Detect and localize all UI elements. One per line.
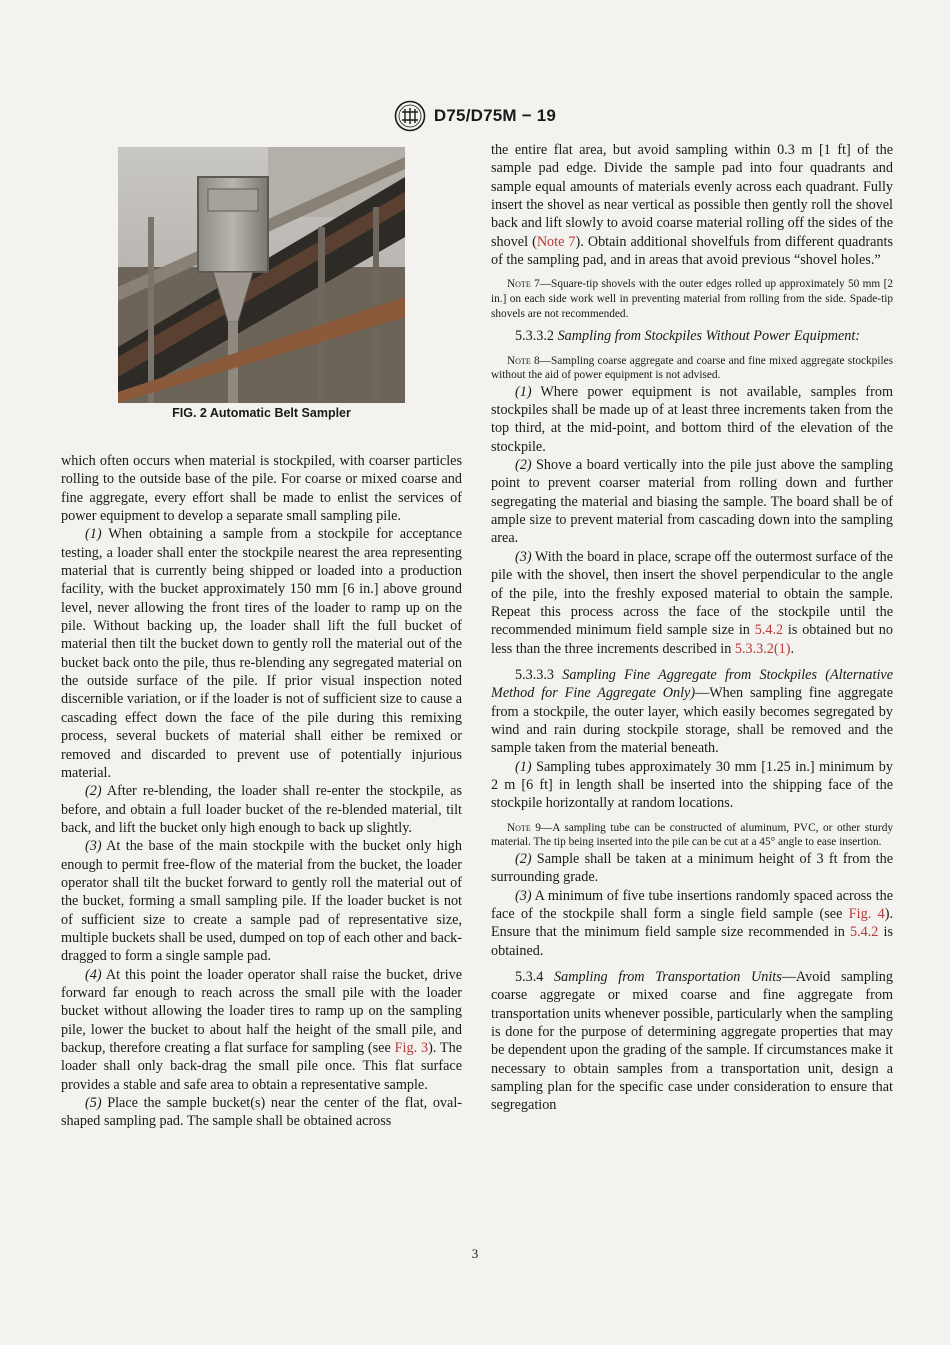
- figure-caption: FIG. 2 Automatic Belt Sampler: [172, 406, 351, 420]
- step-text: A minimum of five tube insertions randomly spaced across the face of the stockpile shall form a single field sample (see: [491, 887, 893, 922]
- section-5-3-3-2: [491, 327, 893, 345]
- link-note-7[interactable]: Note 7: [536, 233, 576, 250]
- note-label: Note: [507, 821, 531, 834]
- section-title: Sampling Fine Aggregate from Stockpiles (Alternative Method for Fine Aggregate Only): [491, 666, 894, 702]
- step-text: .: [790, 640, 794, 657]
- step-text: ). Ensure that the minimum field sample size recommended in: [491, 905, 893, 941]
- right-column: [491, 141, 893, 1115]
- step-text: With the board in place, scrape off the outermost surface of the pile with the shovel, then insert the shovel perpendicular to the angle of the pile, into the freshly exposed material to obtain the sample. Repeat this process across the face of the stockpile until the recommended minimum field sample size in: [491, 548, 893, 639]
- step-text: At the base of the main stockpile with the bucket only high enough to permit free-flow of the material from the bucket, the loader operator shall tilt the bucket forward to gently roll the material out of the bucket, forming a small sampling pile. If the loader bucket is not of sufficient size to create a sample pad of representative size, multiple buckets shall be used, dumped on top of each other and back-dragged to form a single sample pad.: [61, 838, 462, 965]
- paragraph-step-1: [491, 383, 893, 456]
- link-5-3-3-2-1[interactable]: 5.3.3.2(1): [734, 640, 791, 657]
- step-number: (3): [85, 838, 102, 855]
- section-5-3-4: [491, 968, 893, 1115]
- step-number: (1): [515, 383, 532, 400]
- step-number: (1): [515, 758, 532, 775]
- step-text: is obtained.: [491, 924, 893, 959]
- section-text: —When sampling fine aggregate from a stockpile, the outer layer, which easily becomes segregated by wind and rain during stockpile storage, shall be removed and the sample taken from the material beneath.: [491, 685, 893, 757]
- step-text: When obtaining a sample from a stockpile for acceptance testing, a loader shall enter the stockpile nearest the area representing material that is currently being shipped or loaded into a production facility, with the bucket approximately 150 mm [6 in.] above ground level, never allowing the front tires of the loader to ramp up on the pile. Without backing up, the loader shall lift the full bucket of material then tilt the bucket down to gently roll the material out of the bucket back onto the pile, thus re-blending any segregated material on the outside surface of the pile. If prior visual inspection noted discernible variation, or if the loader is not of sufficient size to cause a cascading effect down the face of the pile during this remixing process, several buckets of material shall either be remixed or removed and discarded to prevent use of potentially injurious material.: [61, 526, 462, 781]
- step-text: ). The loader shall only back-drag the small pile once. This flat surface provides a stable and safe area to obtain a representative sample.: [61, 1040, 462, 1093]
- link-fig-4[interactable]: Fig. 4: [848, 905, 885, 922]
- paragraph-step-3: [491, 548, 893, 658]
- paragraph-step-5: [61, 1094, 462, 1131]
- note-text: 9—A sampling tube can be constructed of aluminum, PVC, or other sturdy material. The tip being inserted into the pile can be cut at a 45° angle to ease insertion.: [491, 821, 893, 849]
- paragraph-step-2: [491, 456, 893, 548]
- paragraph: [491, 141, 893, 269]
- paragraph-step-2: [61, 782, 462, 837]
- astm-logo-icon: [394, 100, 426, 132]
- paragraph-step-2: [491, 850, 893, 887]
- step-number: (1): [85, 526, 102, 543]
- document-designation: D75/D75M − 19: [433, 106, 557, 125]
- step-number: (2): [515, 850, 532, 867]
- step-text: is obtained but no less than the three increments described in: [491, 622, 893, 657]
- paragraph-step-1: [491, 758, 893, 813]
- paragraph-step-4: [61, 966, 462, 1094]
- step-text: Sample shall be taken at a minimum height of 3 ft from the surrounding grade.: [491, 850, 893, 886]
- note-label: Note: [507, 354, 531, 367]
- paragraph: which often occurs when material is stockpiled, with coarser particles rolling to the outside base of the pile. For coarse or mixed coarse and fine aggregate, every effort shall be made to enlist the services of power equipment to develop a separate small sampling pile.: [61, 453, 462, 525]
- step-number: (2): [515, 457, 532, 474]
- page-number: 3: [471, 1246, 479, 1261]
- figure-automatic-belt-sampler: [118, 147, 405, 403]
- step-number: (5): [85, 1095, 102, 1112]
- note-7: [491, 277, 893, 321]
- page-header: [0, 98, 950, 134]
- paragraph-step-3: [61, 837, 462, 965]
- step-number: (3): [515, 548, 532, 565]
- note-8: [491, 354, 893, 383]
- note-label: Note: [507, 278, 531, 291]
- step-text: Shove a board vertically into the pile just above the sampling point to prevent coarser material from rolling down and further segregating the material and biasing the sample. The board shall be of ample size to prevent material from cascading down into the sampling area.: [491, 457, 893, 547]
- section-text: —Avoid sampling coarse aggregate or mixed coarse and fine aggregate from transportation units whenever possible, particularly when the sampling is done for the purpose of determining aggregate properties that may be dependent upon the grading of the sample. If circumstances make it necessary to obtain samples from a transportation unit, design a sampling plan for the specific case under consideration to ensure that segregation: [491, 968, 893, 1114]
- paragraph-step-1: [61, 525, 462, 782]
- link-fig-3[interactable]: Fig. 3: [394, 1040, 429, 1056]
- section-number: 5.3.4: [515, 968, 555, 985]
- note-text: 8—Sampling coarse aggregate and coarse and fine mixed aggregate stockpiles without the aid of power equipment is not advised.: [491, 354, 893, 382]
- belt-sampler-photo: [118, 147, 405, 403]
- text: the entire flat area, but avoid sampling within 0.3 m [1 ft] of the sample pad edge. Divide the sample pad into four quadrants and sample equal amounts of materials evenly across each quadrant. Fully insert the shovel as near vertical as possible then gently roll the shovel back and lift slowly to avoid coarse material rolling off the sides of the shovel (: [491, 142, 894, 250]
- section-number: 5.3.3.3: [515, 666, 563, 683]
- step-number: (3): [515, 887, 532, 904]
- link-5-4-2[interactable]: 5.4.2: [754, 622, 784, 639]
- text: ). Obtain additional shovelfuls from different quadrants of the sampling pad, and in areas that avoid previous “shovel holes.”: [491, 233, 893, 269]
- left-column: [61, 452, 462, 1131]
- note-9: [491, 821, 893, 850]
- step-text: At this point the loader operator shall raise the bucket, drive forward far enough to reach across the small pile with the loader bucket without allowing the loader tires to ramp up on the sampling pile, lower the bucket to about half the height of the small pile, and backup, therefore creating a flat surface for sampling (see: [61, 966, 462, 1056]
- section-number: 5.3.3.2: [515, 328, 558, 345]
- note-text: 7—Square-tip shovels with the outer edges rolled up approximately 50 mm [2 in.] on each side work well in preventing material from rolling from the side. Spade-tip shovels are not recommended.: [491, 278, 893, 320]
- section-title: Sampling from Transportation Units: [554, 968, 782, 985]
- step-text: After re-blending, the loader shall re-enter the stockpile, as before, and obtain a full loader bucket of the re-blended material, tilt back, and lift the bucket only high enough to back up slightly.: [61, 783, 462, 836]
- section-5-3-3-3: [491, 666, 893, 758]
- section-title: Sampling from Stockpiles Without Power Equipment:: [557, 328, 861, 345]
- link-5-4-2[interactable]: 5.4.2: [850, 924, 879, 941]
- step-number: (4): [85, 966, 102, 983]
- step-text: Sampling tubes approximately 30 mm [1.25 in.] minimum by 2 m [6 ft] in length shall be inserted into the shipping face of the stockpile horizontally at random locations.: [491, 758, 893, 812]
- paragraph-step-3: [491, 887, 893, 960]
- step-number: (2): [85, 783, 102, 800]
- step-text: Where power equipment is not available, samples from stockpiles shall be made up of at least three increments taken from the top third, at the mid-point, and bottom third of the elevation of the stockpile.: [491, 383, 893, 455]
- step-text: Place the sample bucket(s) near the center of the flat, oval-shaped sampling pad. The sample shall be obtained across: [61, 1095, 462, 1130]
